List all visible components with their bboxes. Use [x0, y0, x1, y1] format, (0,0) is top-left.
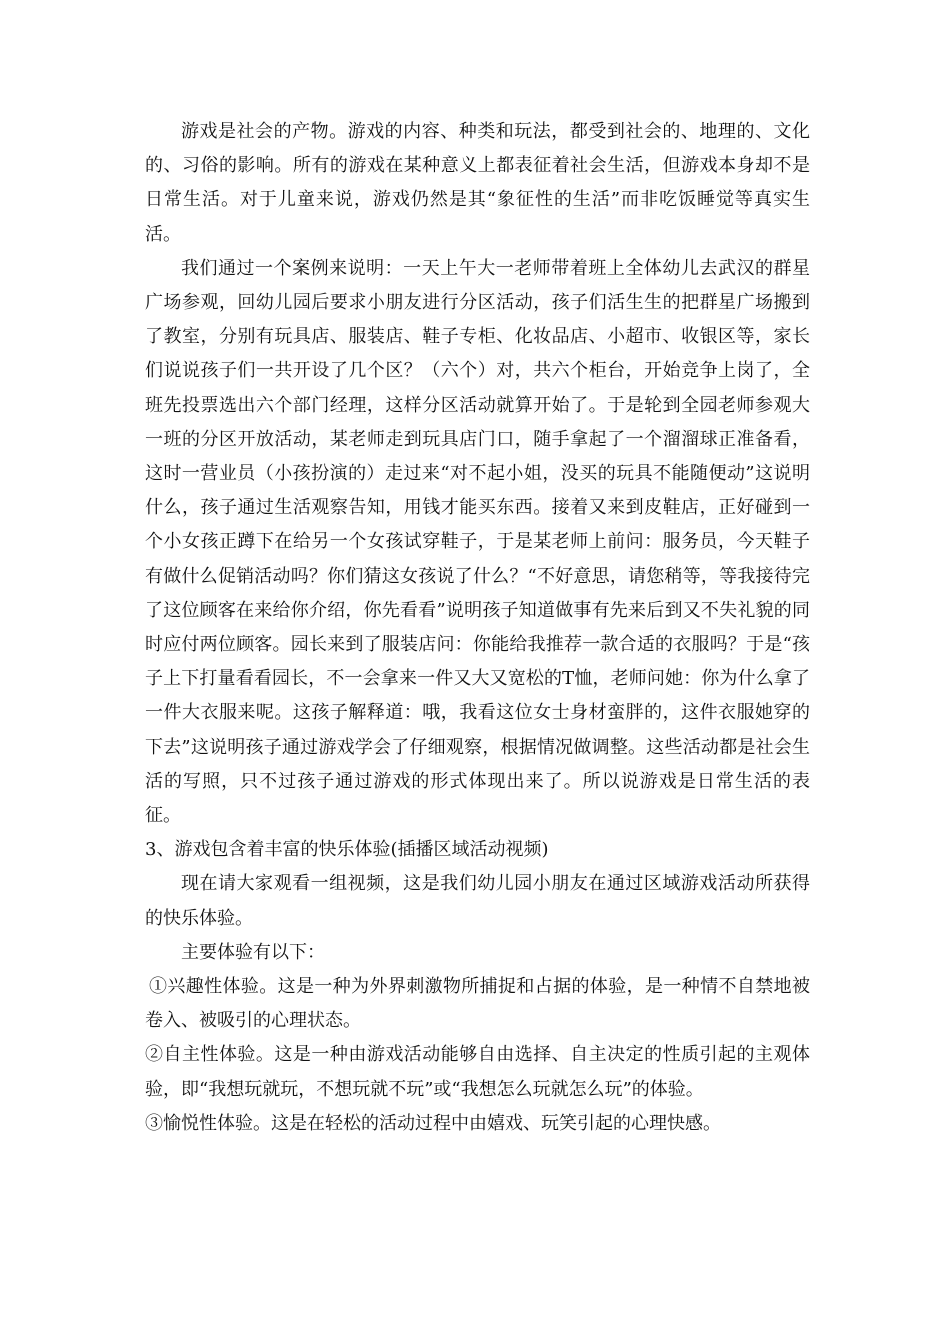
paragraph-game-social-product: 游戏是社会的产物。游戏的内容、种类和玩法，都受到社会的、地理的、文化的、习俗的影响。所有的游戏在某种意义上都表征着社会生活，但游戏本身却不是日常生活。对于儿童来说，游戏仍然是其“象征性的生活”而非吃饭睡觉等真实生活。	[145, 121, 810, 245]
list-item-interest-experience: ①兴趣性体验。这是一种为外界刺激物所捕捉和占据的体验，是一种情不自禁地被卷入、被吸引的心理状态。	[145, 976, 810, 1032]
section-heading-happy-experience: 3、游戏包含着丰富的快乐体验(插播区域活动视频)	[145, 839, 549, 861]
paragraph-main-experiences: 主要体验有以下：	[181, 941, 325, 963]
document-body	[145, 115, 810, 1141]
list-item-pleasure-experience: ③愉悦性体验。这是在轻松的活动过程中由嬉戏、玩笑引起的心理快感。	[145, 1112, 721, 1134]
paragraph-video-intro: 现在请大家观看一组视频，这是我们幼儿园小朋友在通过区域游戏活动所获得的快乐体验。	[145, 873, 810, 929]
paragraph-case-example: 我们通过一个案例来说明：一天上午大一老师带着班上全体幼儿去武汉的群星广场参观，回幼儿园后要求小朋友进行分区活动，孩子们活生生的把群星广场搬到了教室，分别有玩具店、服装店、鞋子专柜、化妆品店、小超市、收银区等，家长们说说孩子们一共开设了几个区？（六个）对，共六个柜台，开始竞争上岗了，全班先投票选出六个部门经理，这样分区活动就算开始了。于是轮到全园老师参观大一班的分区开放活动，某老师走到玩具店门口，随手拿起了一个溜溜球正准备看，这时一营业员（小孩扮演的）走过来“对不起小姐，没买的玩具不能随便动”这说明什么，孩子通过生活观察告知，用钱才能买东西。接着又来到皮鞋店，正好碰到一个小女孩正蹲下在给另一个女孩试穿鞋子，于是某老师上前问：服务员，今天鞋子有做什么促销活动吗？你们猜这女孩说了什么？“不好意思，请您稍等，等我接待完了这位顾客在来给你介绍，你先看看”说明孩子知道做事有先来后到又不失礼貌的同时应付两位顾客。园长来到了服装店问：你能给我推荐一款合适的衣服吗？于是“孩子上下打量看看园长，不一会拿来一件又大又宽松的T恤，老师问她：你为什么拿了一件大衣服来呢。这孩子解释道：哦，我看这位女士身材蛮胖的，这件衣服她穿的下去”这说明孩子通过游戏学会了仔细观察，根据情况做调整。这些活动都是社会生活的写照，只不过孩子通过游戏的形式体现出来了。所以说游戏是日常生活的表征。	[145, 257, 810, 827]
list-item-autonomy-experience: ②自主性体验。这是一种由游戏活动能够自由选择、自主决定的性质引起的主观体验，即“我想玩就玩，不想玩就不玩”或“我想怎么玩就怎么玩”的体验。	[145, 1044, 810, 1100]
